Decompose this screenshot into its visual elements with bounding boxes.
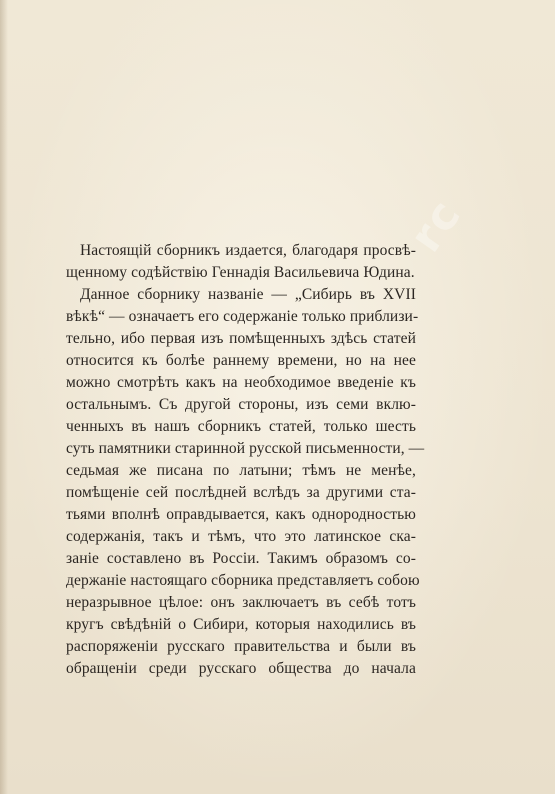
text-line-10: суть памятники старинной русской письменности, — — [66, 440, 425, 457]
text-line-11: седьмая же писана по латыни; тѣмъ не менѣе, — [66, 462, 416, 479]
text-line-18: кругъ свѣдѣній о Сибири, которыя находились въ — [66, 616, 416, 633]
text-line-14: содержанія, такъ и тѣмъ, что это латинское ска- — [66, 528, 416, 545]
text-line-20: обращеніи среди русскаго общества до начала — [66, 660, 416, 677]
text-line-15: заніе составлено въ Россіи. Такимъ образомъ со- — [66, 550, 416, 567]
watermark: rc — [400, 189, 472, 262]
text-line-4: вѣкѣ“ — означаетъ его содержаніе только приблизи- — [66, 308, 419, 325]
text-line-9: ченныхъ въ нашъ сборникъ статей, только шесть — [66, 418, 416, 435]
page-binding-shadow — [0, 0, 8, 794]
text-line-8: остальнымъ. Съ другой стороны, изъ семи вклю- — [66, 396, 416, 413]
text-line-3: Данное сборнику названіе — „Сибирь въ XVII — [80, 286, 416, 303]
text-line-6: относится къ болѣе раннему времени, но на нее — [66, 352, 416, 369]
text-line-5: тельно, ибо первая изъ помѣщенныхъ здѣсь статей — [66, 330, 416, 347]
text-line-13: тьями вполнѣ оправдывается, какъ однородностью — [66, 506, 416, 523]
text-line-12: помѣщеніе сей послѣдней вслѣдъ за другими ста- — [66, 484, 416, 501]
text-line-17: неразрывное цѣлое: онъ заключаетъ въ себѣ тотъ — [66, 594, 416, 611]
text-line-2: щенному содѣйствію Геннадія Васильевича Юдина. — [66, 264, 415, 281]
body-text — [66, 240, 425, 680]
text-line-1: Настоящій сборникъ издается, благодаря просвѣ- — [80, 242, 416, 259]
text-line-7: можно смотрѣть какъ на необходимое введеніе къ — [66, 374, 416, 391]
text-line-19: распоряженіи русскаго правительства и были въ — [66, 638, 416, 655]
text-line-16: держаніе настоящаго сборника представляетъ собою — [66, 572, 420, 589]
